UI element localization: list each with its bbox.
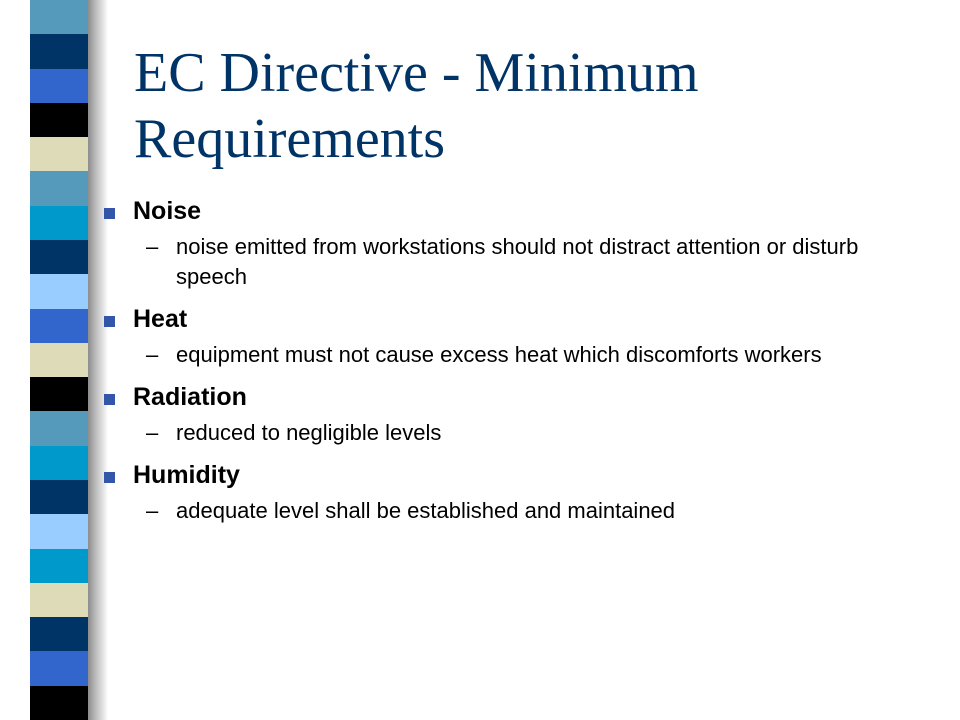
- stripe-block: [30, 240, 89, 274]
- topic-label: Heat: [133, 305, 188, 333]
- stripe-block: [30, 651, 89, 685]
- sub-item: [146, 418, 924, 448]
- stripe-block: [30, 69, 89, 103]
- bullet-list: [104, 194, 924, 536]
- square-bullet-icon: [104, 472, 115, 483]
- topic-head: [104, 380, 924, 414]
- sub-item-text: noise emitted from workstations should not distract attention or disturb speech: [176, 234, 859, 289]
- stripe-block: [30, 0, 89, 34]
- stripe-block: [30, 274, 89, 308]
- topic-noise: [104, 194, 924, 292]
- stripe-block: [30, 480, 89, 514]
- stripe-block: [30, 309, 89, 343]
- stripe-block: [30, 171, 89, 205]
- stripe-block: [30, 514, 89, 548]
- sub-item: [146, 340, 924, 370]
- stripe-block: [30, 137, 89, 171]
- topic-radiation: [104, 380, 924, 448]
- topic-heat: [104, 302, 924, 370]
- topic-label: Radiation: [133, 383, 247, 411]
- stripe-block: [30, 549, 89, 583]
- stripe-block: [30, 583, 89, 617]
- stripe-block: [30, 206, 89, 240]
- dash-marker: –: [146, 234, 159, 259]
- stripe-block: [30, 377, 89, 411]
- stripe-block: [30, 343, 89, 377]
- slide-title-line2: Requirements: [134, 108, 446, 170]
- square-bullet-icon: [104, 316, 115, 327]
- topic-head: [104, 458, 924, 492]
- stripe-block: [30, 446, 89, 480]
- stripe-block: [30, 617, 89, 651]
- stripe-block: [30, 411, 89, 445]
- sub-item-text: equipment must not cause excess heat which discomforts workers: [176, 342, 822, 367]
- topic-head: [104, 194, 924, 228]
- topic-label: Noise: [133, 197, 202, 225]
- sub-item-text: reduced to negligible levels: [176, 420, 442, 445]
- square-bullet-icon: [104, 208, 115, 219]
- dash-marker: –: [146, 420, 159, 445]
- sub-item: [146, 232, 924, 292]
- stripe-block: [30, 686, 89, 720]
- stripe-block: [30, 34, 89, 68]
- decorative-stripe: [30, 0, 90, 720]
- topic-humidity: [104, 458, 924, 526]
- sub-item-text: adequate level shall be established and maintained: [176, 498, 676, 523]
- dash-marker: –: [146, 342, 159, 367]
- sub-item: [146, 496, 924, 526]
- dash-marker: –: [146, 498, 159, 523]
- topic-label: Humidity: [133, 461, 240, 489]
- topic-head: [104, 302, 924, 336]
- slide-title-line1: EC Directive - Minimum: [134, 42, 699, 104]
- stripe-block: [30, 103, 89, 137]
- slide-title: [134, 40, 934, 172]
- square-bullet-icon: [104, 394, 115, 405]
